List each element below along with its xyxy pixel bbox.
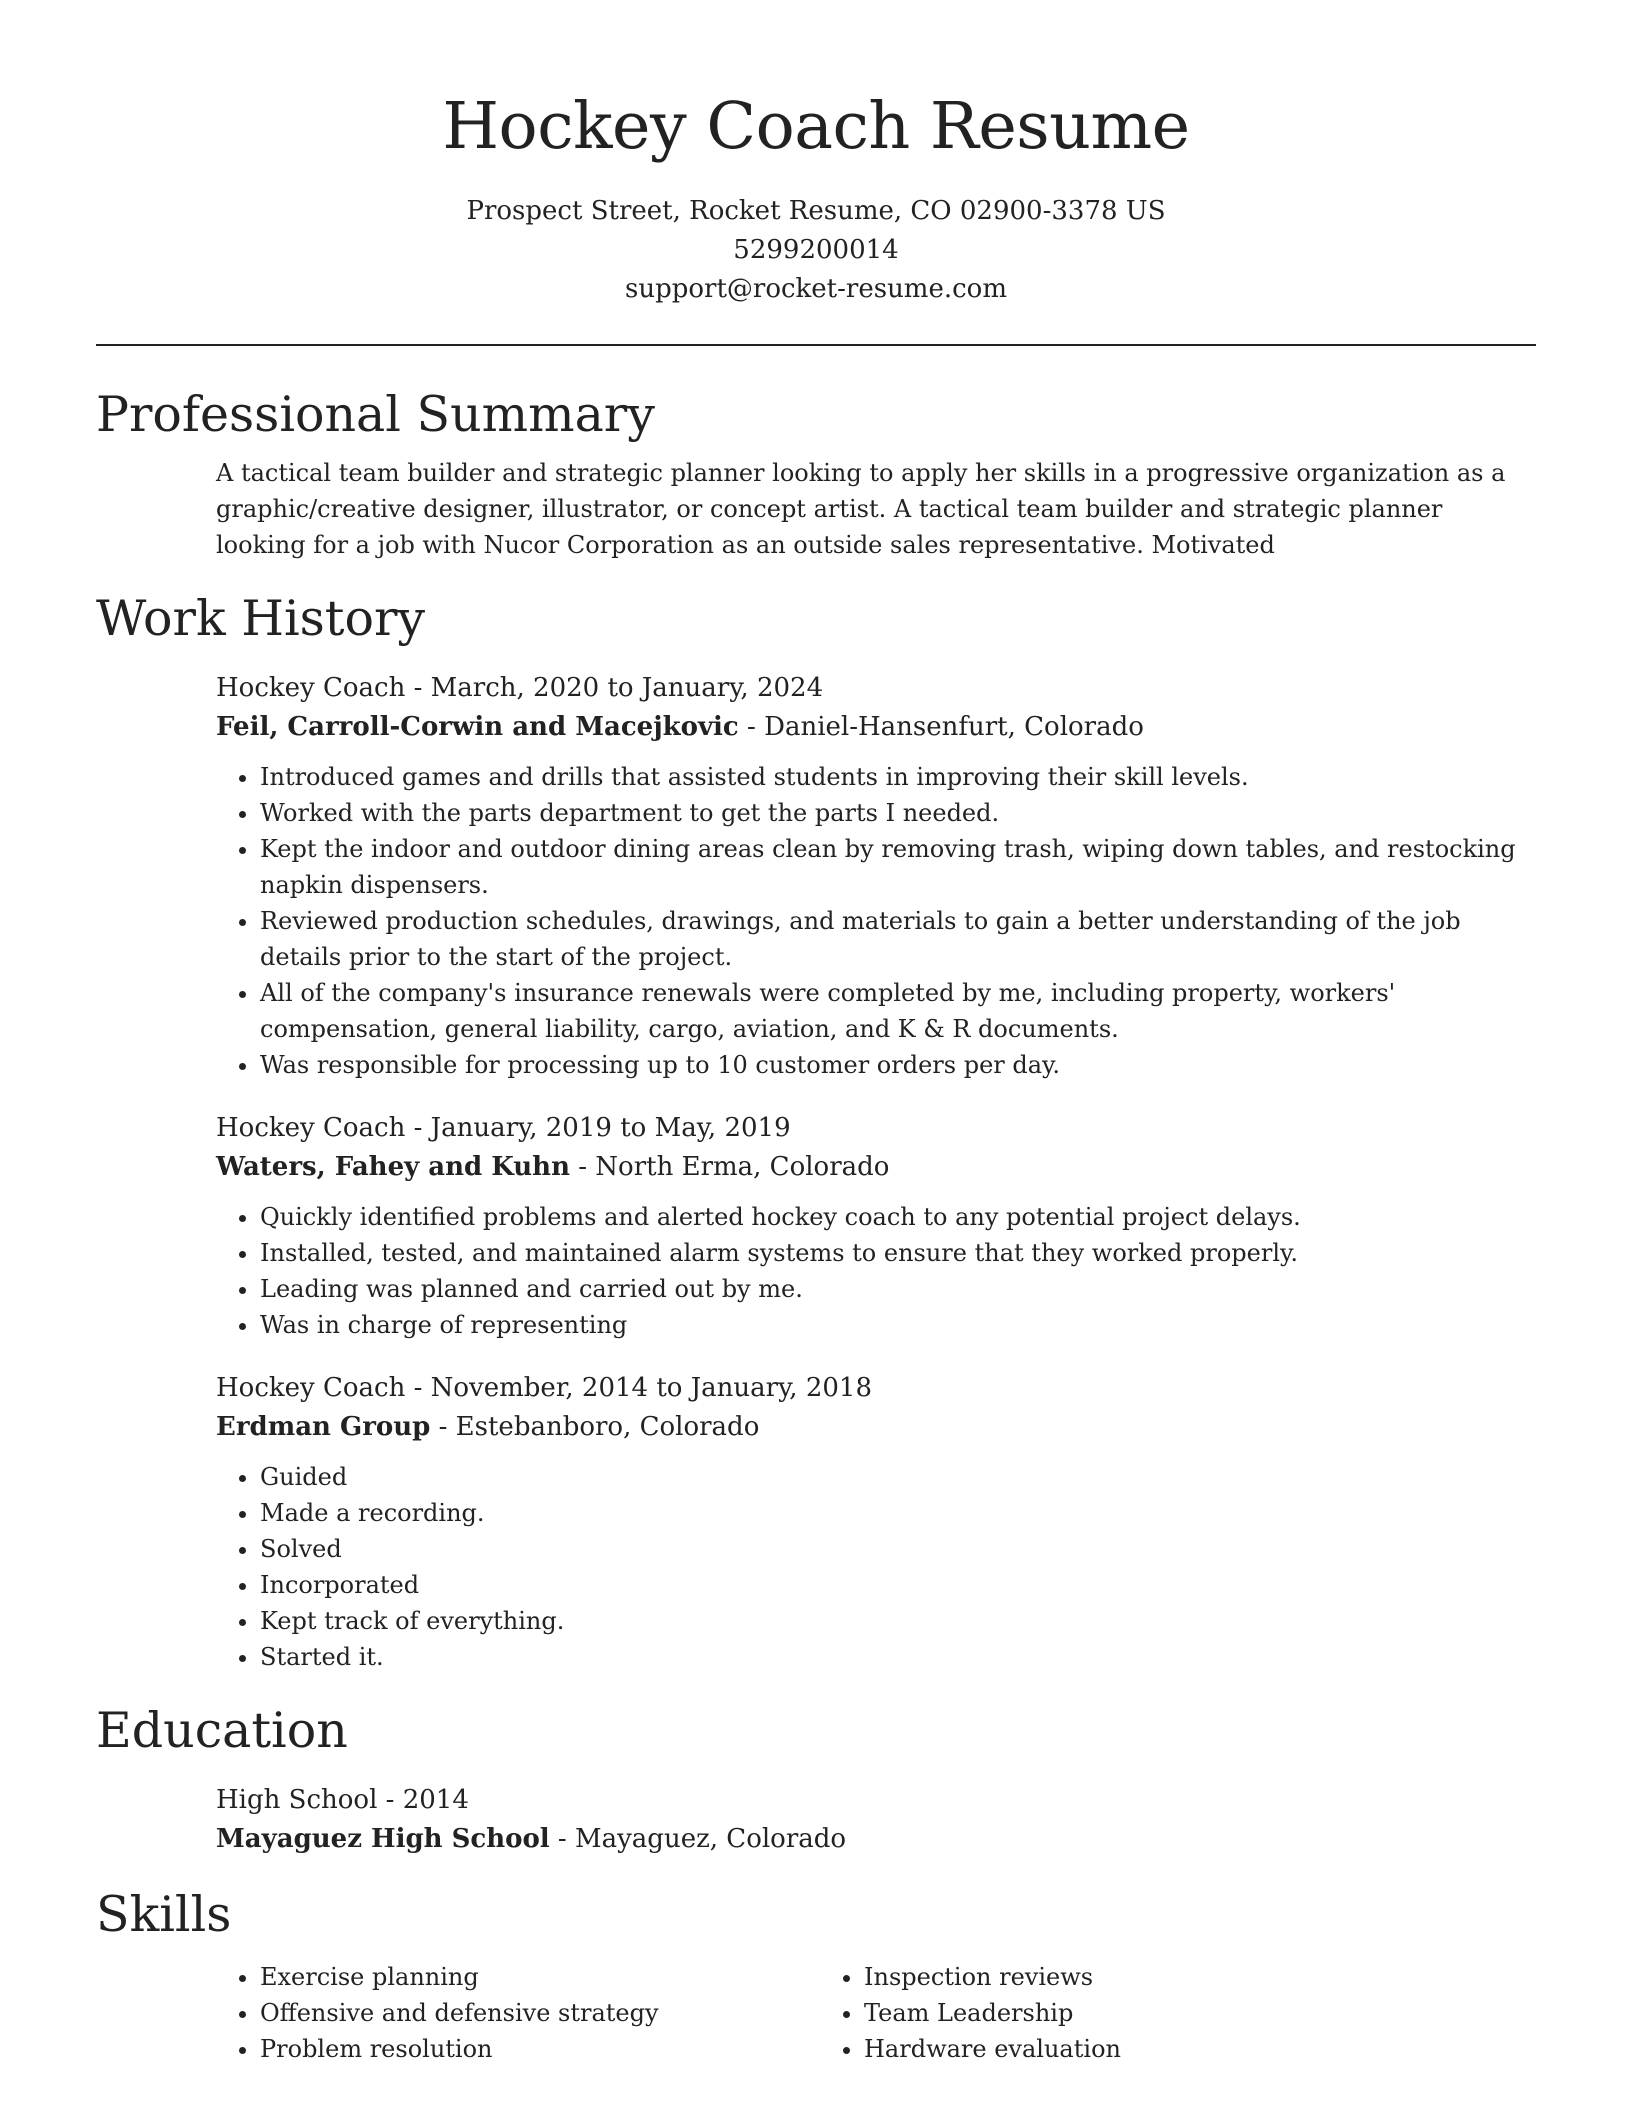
education-heading: Education (96, 1702, 348, 1759)
job-bullet: • Guided (260, 1459, 1536, 1495)
job-employer-line (216, 708, 1536, 747)
job-bullet: • Worked with the parts department to get the parts I needed. (260, 795, 1536, 831)
job-title-line (216, 669, 1536, 708)
job-entry (216, 1369, 1536, 1675)
job-position: Hockey Coach (216, 1113, 406, 1143)
job-title-line (216, 1369, 1536, 1408)
job-bullet: • Was responsible for processing up to 10 customer orders per day. (260, 1047, 1536, 1083)
header-divider (96, 344, 1536, 346)
skill-item: • Inspection reviews (864, 1959, 1424, 1995)
job-bullet: • Kept track of everything. (260, 1603, 1536, 1639)
job-employer: Waters, Fahey and Kuhn (216, 1152, 570, 1182)
job-dates: - January, 2019 to May, 2019 (405, 1113, 791, 1143)
job-employer: Erdman Group (216, 1412, 431, 1442)
skills-column-left (216, 1959, 820, 2067)
job-location: - Estebanboro, Colorado (430, 1412, 760, 1442)
job-position: Hockey Coach (216, 1373, 406, 1403)
education-school: Mayaguez High School (216, 1824, 550, 1854)
job-bullet: • Started it. (260, 1639, 1536, 1675)
job-bullet-list (216, 759, 1536, 1083)
job-bullet: • Reviewed production schedules, drawings, and materials to gain a better understanding of the job details prior to the start of the project. (260, 903, 1536, 975)
job-bullet: • Was in charge of representing (260, 1307, 1536, 1343)
job-bullet: • Quickly identified problems and alerted hockey coach to any potential project delays. (260, 1199, 1536, 1235)
skills-heading: Skills (96, 1886, 232, 1943)
job-location: - North Erma, Colorado (569, 1152, 890, 1182)
job-dates: - March, 2020 to January, 2024 (405, 673, 824, 703)
contact-address: Prospect Street, Rocket Resume, CO 02900-3378 US (466, 196, 1166, 226)
education-year: - 2014 (377, 1785, 469, 1815)
job-bullet-list (216, 1199, 1536, 1343)
education-school-line (216, 1820, 1536, 1859)
skill-item: • Exercise planning (260, 1959, 820, 1995)
summary-heading: Professional Summary (96, 386, 655, 443)
job-entry (216, 669, 1536, 1083)
skill-item: • Hardware evaluation (864, 2031, 1424, 2067)
education-location: - Mayaguez, Colorado (549, 1824, 847, 1854)
education-entry (216, 1781, 1536, 1859)
job-employer-line (216, 1408, 1536, 1447)
skills-list (216, 1959, 1536, 2067)
contact-email: support@rocket-resume.com (624, 274, 1007, 304)
job-dates: - November, 2014 to January, 2018 (405, 1373, 872, 1403)
skill-item: • Offensive and defensive strategy (260, 1995, 820, 2031)
skill-item: • Problem resolution (260, 2031, 820, 2067)
job-entry (216, 1109, 1536, 1343)
job-bullet: • All of the company's insurance renewals were completed by me, including property, workers' compensation, general liability, cargo, aviation, and K & R documents. (260, 975, 1536, 1047)
job-bullet: • Introduced games and drills that assisted students in improving their skill levels. (260, 759, 1536, 795)
job-location: - Daniel-Hansenfurt, Colorado (738, 712, 1144, 742)
job-employer-line (216, 1148, 1536, 1187)
contact-info (96, 192, 1536, 309)
summary-text: A tactical team builder and strategic planner looking to apply her skills in a progressive organization as a graphic/creative designer, illustrator, or concept artist. A tactical team builder and strategic planner looking for a job with Nucor Corporation as an outside sales representative. Motivated (216, 459, 1506, 559)
job-bullet: • Made a recording. (260, 1495, 1536, 1531)
job-bullet: • Installed, tested, and maintained alarm systems to ensure that they worked properly. (260, 1235, 1536, 1271)
job-title-line (216, 1109, 1536, 1148)
contact-phone: 5299200014 (733, 235, 899, 265)
skill-item: • Team Leadership (864, 1995, 1424, 2031)
education-degree-line (216, 1781, 1536, 1820)
job-bullet: • Leading was planned and carried out by me. (260, 1271, 1536, 1307)
skills-column-right (820, 1959, 1424, 2067)
job-employer: Feil, Carroll-Corwin and Macejkovic (216, 712, 739, 742)
job-bullet-list (216, 1459, 1536, 1675)
job-bullet: • Solved (260, 1531, 1536, 1567)
job-bullet: • Kept the indoor and outdoor dining areas clean by removing trash, wiping down tables, and restocking napkin dispensers. (260, 831, 1536, 903)
job-position: Hockey Coach (216, 673, 406, 703)
education-degree: High School (216, 1785, 378, 1815)
job-bullet: • Incorporated (260, 1567, 1536, 1603)
work-history-heading: Work History (96, 590, 426, 647)
resume-title: Hockey Coach Resume (442, 89, 1190, 164)
resume-page (96, 0, 1536, 2067)
